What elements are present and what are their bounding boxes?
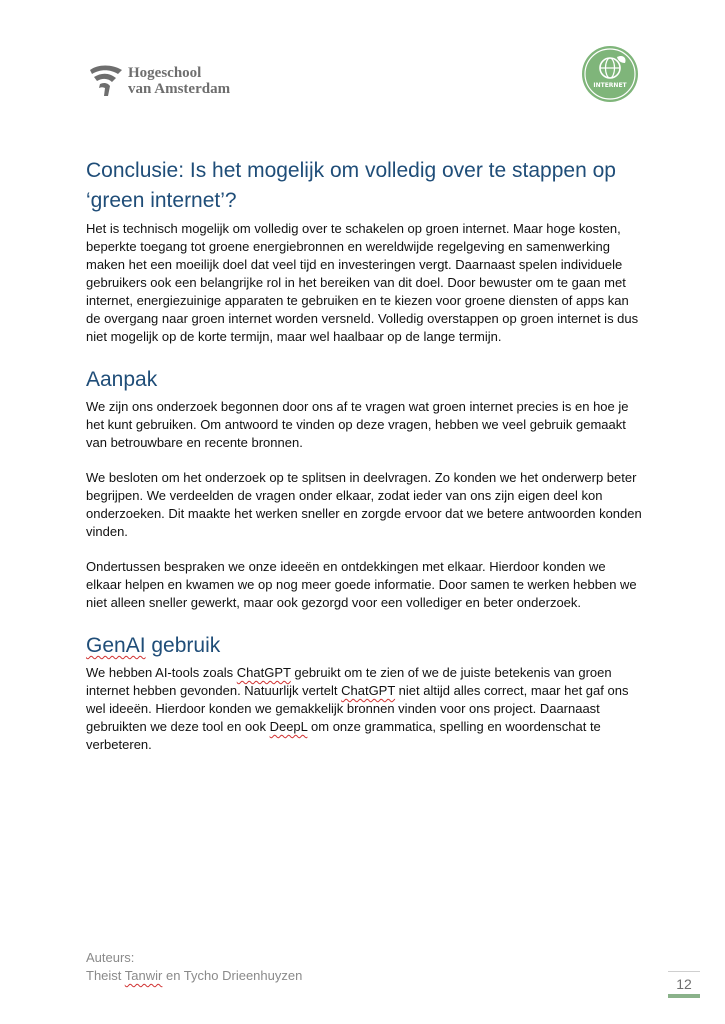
footer-authors (86, 949, 302, 985)
genai-word-deepl: DeepL (269, 719, 308, 734)
conclusion-heading-line-1: Conclusie: Is het mogelijk om volledig over te stappen op (86, 159, 616, 182)
approach-paragraph-1: We zijn ons onderzoek begonnen door ons af te vragen wat groen internet precies is en hoe je het kunt gebruiken. Om antwoord te vinden op deze vragen, hebben we veel gebruik gemaakt van betrouwbare en recente bronnen. (86, 399, 629, 450)
conclusion-paragraph: Het is technisch mogelijk om volledig over te schakelen op groen internet. Maar hoge kosten, beperkte toegang tot groene energiebronnen en wereldwijde regelgeving en samenwerking maken het een moeilijk doel dat veel tijd en investeringen vergt. Daarnaast spelen individuele gebruikers ook een belangrijke rol in het bereiken van dit doel. Door bewuster om te gaan met internet, energiezuinige apparaten te gebruiken en te kiezen voor groene diensten of apps kan de overgang naar groen internet worden versneld. Volledig overstappen op groen internet is dus niet mogelijk op de korte termijn, maar wel haalbaar op de lange termijn. (86, 221, 639, 344)
approach-paragraph-2: We besloten om het onderzoek op te splitsen in deelvragen. Zo konden we het onderwerp beter begrijpen. We verdeelden de vragen onder elkaar, zodat ieder van ons zijn eigen deel kon onderzoeken. Dit maakte het werken sneller en zorgde ervoor dat we betere antwoorden konden vinden. (86, 470, 642, 539)
conclusion-heading-line-2: ‘green internet’? (86, 189, 237, 212)
genai-word-chatgpt-2: ChatGPT (341, 683, 396, 698)
authors-name-1-last: Tanwir (124, 968, 163, 983)
genai-text-4: om onze grammatica, spelling en woordenschat te verbeteren. (86, 719, 601, 752)
globe-leaf-icon (581, 45, 639, 103)
conclusion-heading (86, 156, 642, 216)
genai-heading-word: GenAI (86, 634, 146, 657)
page-number: 12 (676, 976, 692, 992)
genai-heading (86, 632, 642, 660)
page-content (86, 156, 642, 771)
authors-names (86, 967, 302, 985)
approach-paragraph-3: Ondertussen bespraken we onze ideeën en ontdekkingen met elkaar. Hierdoor konden we elkaar helpen en kwamen we op nog meer goede informatie. Door samen te werken hebben we niet alleen sneller gewerkt, maar ook gezorgd voor een vollediger en beter onderzoek. (86, 559, 637, 610)
genai-text-2: gebruikt om te zien of we de juiste betekenis van groen internet hebben gevonden. Natuurlijk vertelt (86, 665, 612, 698)
authors-label: Auteurs: (86, 950, 135, 965)
approach-heading: Aanpak (86, 368, 158, 391)
authors-name-2: en Tycho Drieenhuyzen (162, 968, 303, 983)
logo-line-2: van Amsterdam (128, 81, 231, 97)
hva-logo-icon (88, 62, 124, 98)
genai-text-1: We hebben AI-tools zoals (86, 665, 237, 680)
page-number-accent (668, 994, 700, 998)
page-number-box (668, 971, 700, 998)
genai-heading-rest: gebruik (145, 634, 221, 657)
genai-paragraph (86, 664, 642, 754)
logo-line-1: Hogeschool (128, 65, 202, 81)
authors-name-1-first: Theist (86, 968, 125, 983)
genai-word-chatgpt-1: ChatGPT (236, 665, 291, 680)
green-internet-badge (581, 45, 639, 103)
badge-label: INTERNET (593, 82, 627, 89)
hva-logo (88, 62, 258, 102)
genai-text-3: niet altijd alles correct, maar het gaf ons wel ideeën. Hierdoor konden we gemakkelijk bronnen vinden voor ons project. Daarnaast gebruikten we deze tool en ook (86, 683, 629, 734)
